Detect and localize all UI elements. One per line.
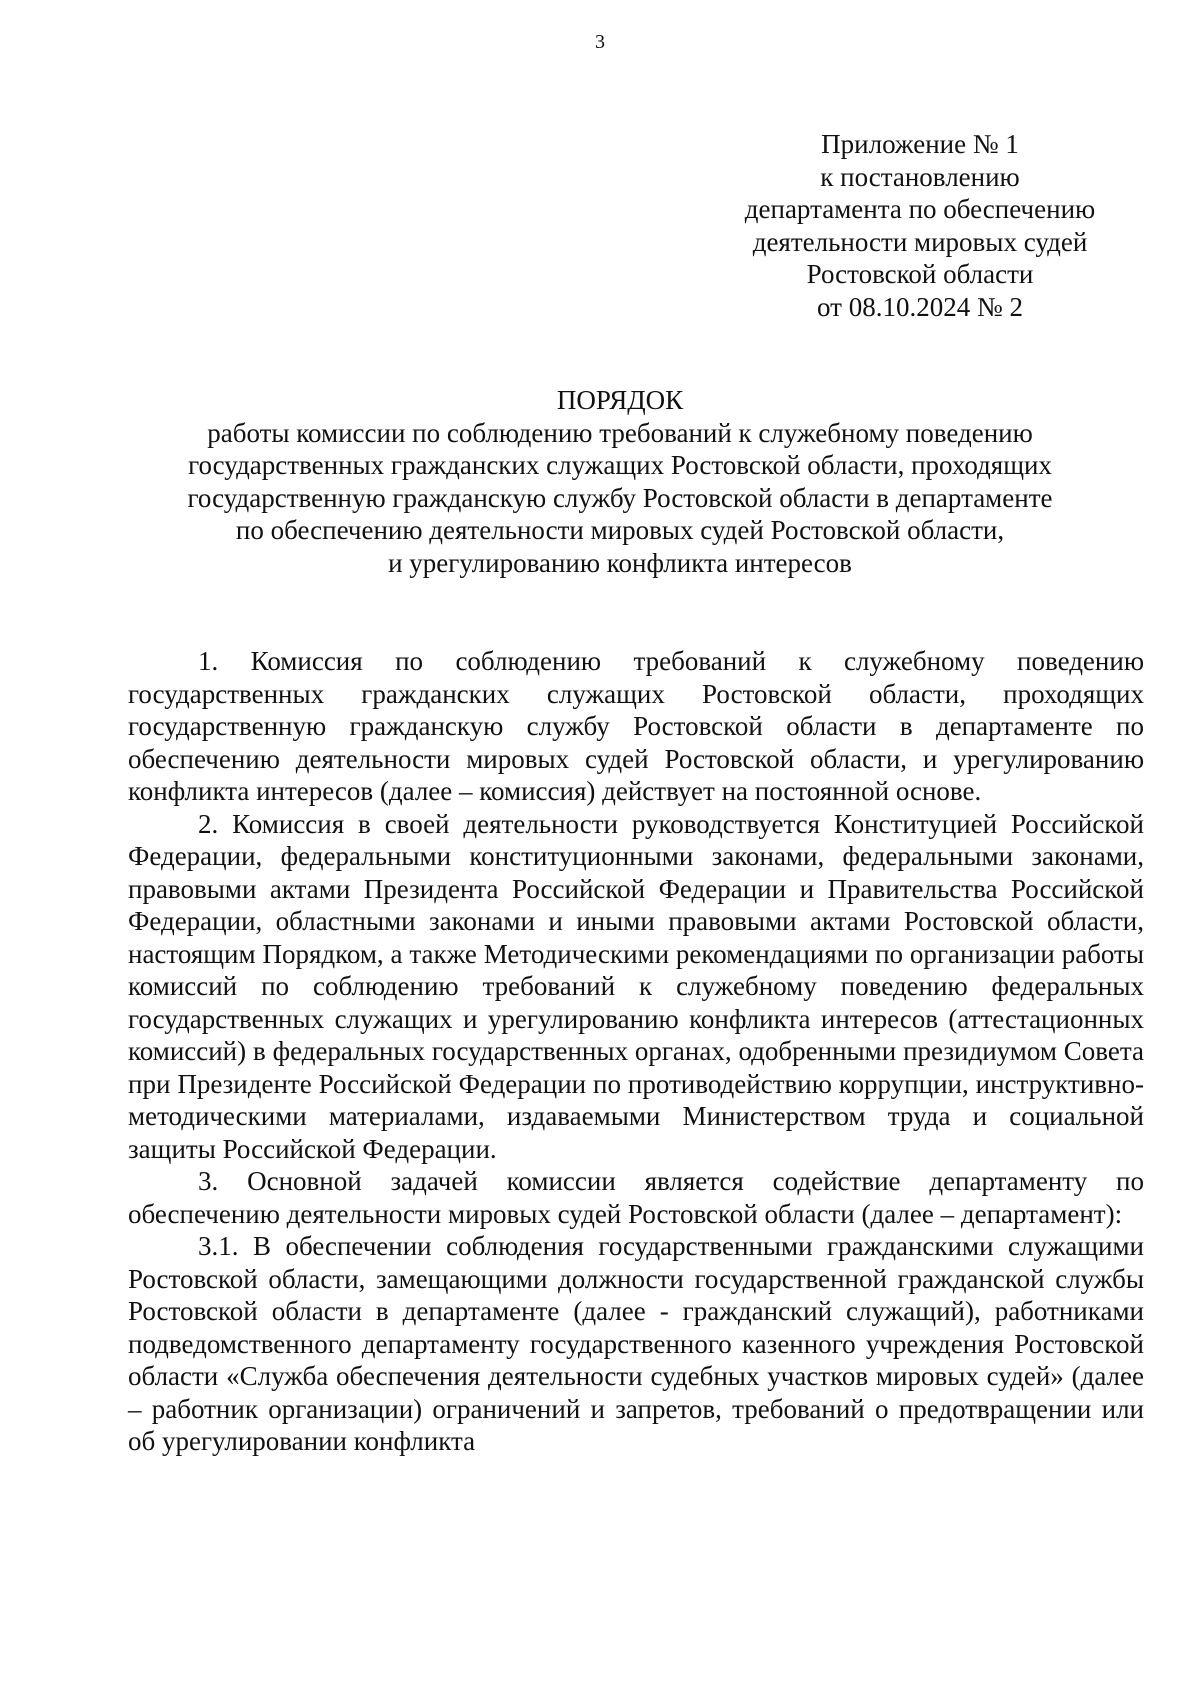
document-subtitle-line: государственных гражданских служащих Ростовской области, проходящих bbox=[188, 450, 1052, 480]
appendix-line: департамента по обеспечению bbox=[744, 194, 1096, 224]
appendix-line: к постановлению bbox=[820, 161, 1020, 192]
document-body bbox=[128, 645, 1144, 1458]
document-subtitle-line: и урегулированию конфликта интересов bbox=[388, 547, 852, 578]
document-subtitle-line: по обеспечению деятельности мировых судей Ростовской области, bbox=[235, 515, 1005, 545]
appendix-header bbox=[720, 128, 1120, 323]
page-number: 3 bbox=[595, 31, 605, 53]
document-subtitle-line: работы комиссии по соблюдению требований к служебному поведению bbox=[207, 417, 1033, 448]
appendix-line: деятельности мировых судей bbox=[752, 226, 1088, 257]
appendix-line: Ростовской области bbox=[806, 259, 1034, 289]
document-heading: ПОРЯДОК bbox=[556, 385, 684, 415]
appendix-line: от 08.10.2024 № 2 bbox=[817, 291, 1023, 322]
paragraph-1: 1. Комиссия по соблюдению требований к служебному поведению государственных гражданских служащих Ростовской области, проходящих государственную гражданскую службу Ростовской области в департаменте по обеспечению деятельности мировых судей Ростовской области, и урегулированию конфликта интересов (далее – комиссия) действует на постоянной основе. bbox=[128, 646, 1144, 806]
document-title-block bbox=[120, 384, 1120, 579]
document-subtitle-line: государственную гражданскую службу Ростовской области в департаменте bbox=[187, 482, 1053, 513]
paragraph-2: 2. Комиссия в своей деятельности руководствуется Конституцией Российской Федерации, федеральными конституционными законами, федеральными законами, правовыми актами Президента Российской Федерации и Правительства Российской Федерации, областными законами и иными правовыми актами Ростовской области, настоящим Порядком, а также Методическими рекомендациями по организации работы комиссий по соблюдению требований к служебному поведению федеральных государственных служащих и урегулированию конфликта интересов (аттестационных комиссий) в федеральных государственных органах, одобренными президиумом Совета при Президенте Российской Федерации по противодействию коррупции, инструктивно-методическими материалами, издаваемыми Министерством труда и социальной защиты Российской Федерации. bbox=[128, 808, 1144, 1164]
paragraph-3: 3. Основной задачей комиссии является содействие департаменту по обеспечению деятельности мировых судей Ростовской области (далее – департамент): bbox=[128, 1166, 1144, 1229]
paragraph-3-1: 3.1. В обеспечении соблюдения государственными гражданскими служащими Ростовской области, замещающими должности государственной гражданской службы Ростовской области в департаменте (далее - гражданский служащий), работниками подведомственного департаменту государственного казенного учреждения Ростовской области «Служба обеспечения деятельности судебных участков мировых судей» (далее – работник организации) ограничений и запретов, требований о предотвращении или об урегулировании конфликта bbox=[128, 1231, 1144, 1456]
appendix-line: Приложение № 1 bbox=[821, 129, 1019, 159]
